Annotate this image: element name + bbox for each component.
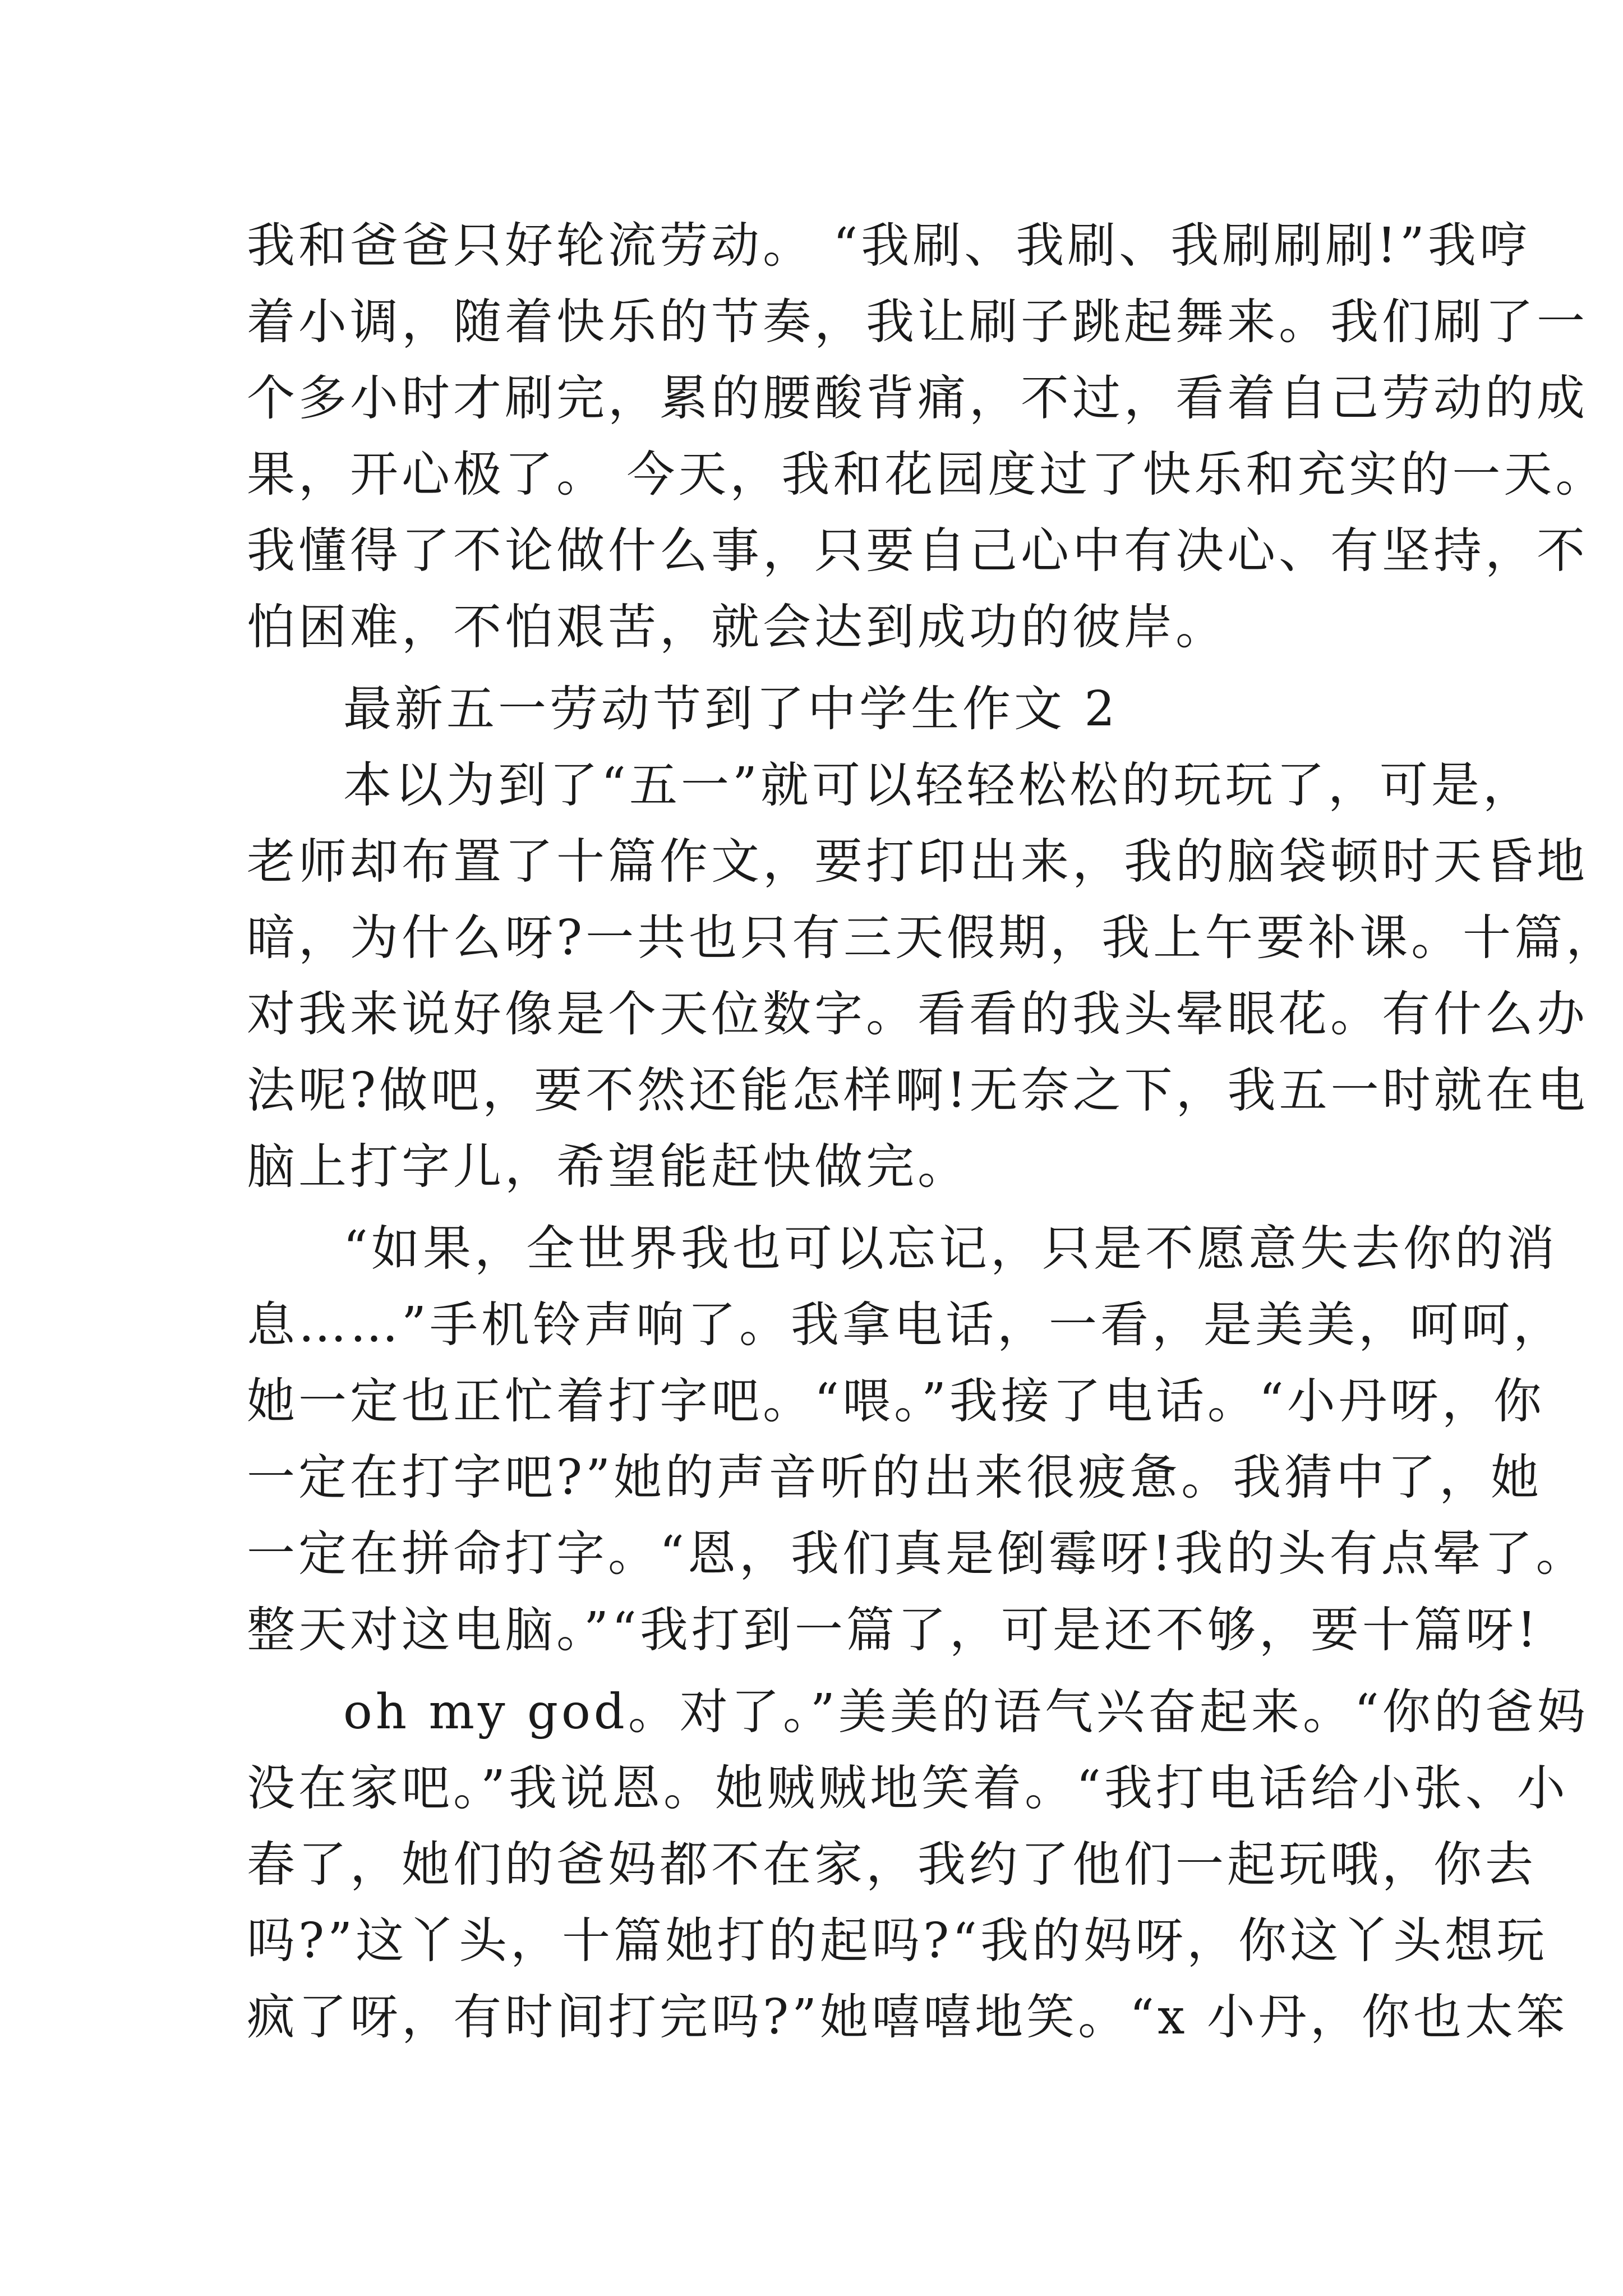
paragraph-1-line: 个多小时才刷完，累的腰酸背痛，不过，看着自己劳动的成 bbox=[247, 370, 1588, 426]
paragraph-3-line: 整天对这电脑。”“我打到一篇了，可是还不够，要十篇呀! bbox=[247, 1602, 1540, 1658]
heading-text: 最新五一劳动节到了中学生作文 2 bbox=[343, 681, 1119, 737]
paragraph-1-line: 我和爸爸只好轮流劳动。 “我刷、我刷、我刷刷刷!”我哼 bbox=[247, 218, 1531, 274]
paragraph-2-line: 暗，为什么呀?一共也只有三天假期，我上午要补课。十篇， bbox=[247, 910, 1618, 966]
paragraph-4 bbox=[247, 1674, 1589, 2055]
paragraph-2-line: 对我来说好像是个天位数字。看看的我头晕眼花。有什么办 bbox=[247, 986, 1588, 1042]
paragraph-2-line: 本以为到了“五一”就可以轻轻松松的玩玩了，可是， bbox=[343, 757, 1534, 813]
document-body bbox=[247, 208, 1618, 2055]
paragraph-4-line: 吗?”这丫头，十篇她打的起吗?“我的妈呀，你这丫头想玩 bbox=[247, 1913, 1548, 1969]
paragraph-4-line: oh my god。对了。”美美的语气兴奋起来。“你的爸妈 bbox=[343, 1684, 1589, 1740]
paragraph-2-line: 法呢?做吧，要不然还能怎样啊!无奈之下，我五一时就在电 bbox=[247, 1062, 1589, 1119]
paragraph-4-line: 没在家吧。”我说恩。她贼贼地笑着。“我打电话给小张、小 bbox=[247, 1760, 1569, 1816]
paragraph-3-line: 一定在打字吧?”她的声音听的出来很疲惫。我猜中了，她 bbox=[247, 1450, 1543, 1506]
paragraph-3-line: 息……”手机铃声响了。我拿电话，一看，是美美，呵呵， bbox=[247, 1297, 1565, 1353]
paragraph-1-line: 果，开心极了。 今天，我和花园度过了快乐和充实的一天。 bbox=[247, 447, 1607, 503]
paragraph-1-line: 着小调，随着快乐的节奏，我让刷子跳起舞来。我们刷了一 bbox=[247, 294, 1588, 350]
paragraph-1-line: 我懂得了不论做什么事，只要自己心中有决心、有坚持，不 bbox=[247, 523, 1588, 579]
paragraph-2 bbox=[247, 747, 1618, 1205]
paragraph-3-line: “如果，全世界我也可以忘记，只是不愿意失去你的消 bbox=[343, 1221, 1558, 1277]
paragraph-4-line: 春了，她们的爸妈都不在家，我约了他们一起玩哦，你去 bbox=[247, 1837, 1537, 1893]
paragraph-3-line: 一定在拼命打字。“恩，我们真是倒霉呀!我的头有点晕了。 bbox=[247, 1526, 1588, 1582]
paragraph-2-line: 老师却布置了十篇作文，要打印出来，我的脑袋顿时天昏地 bbox=[247, 834, 1588, 890]
paragraph-3 bbox=[247, 1211, 1588, 1668]
paragraph-2-line: 脑上打字儿，希望能赶快做完。 bbox=[247, 1139, 969, 1195]
paragraph-4-line: 疯了呀，有时间打完吗?”她嘻嘻地笑。“x 小丹，你也太笨 bbox=[247, 1989, 1568, 2045]
paragraph-1 bbox=[247, 208, 1607, 665]
section-heading bbox=[247, 671, 1396, 747]
paragraph-1-line: 怕困难，不怕艰苦，就会达到成功的彼岸。 bbox=[247, 599, 1227, 655]
paragraph-3-line: 她一定也正忙着打字吧。“喂。”我接了电话。“小丹呀，你 bbox=[247, 1373, 1545, 1429]
